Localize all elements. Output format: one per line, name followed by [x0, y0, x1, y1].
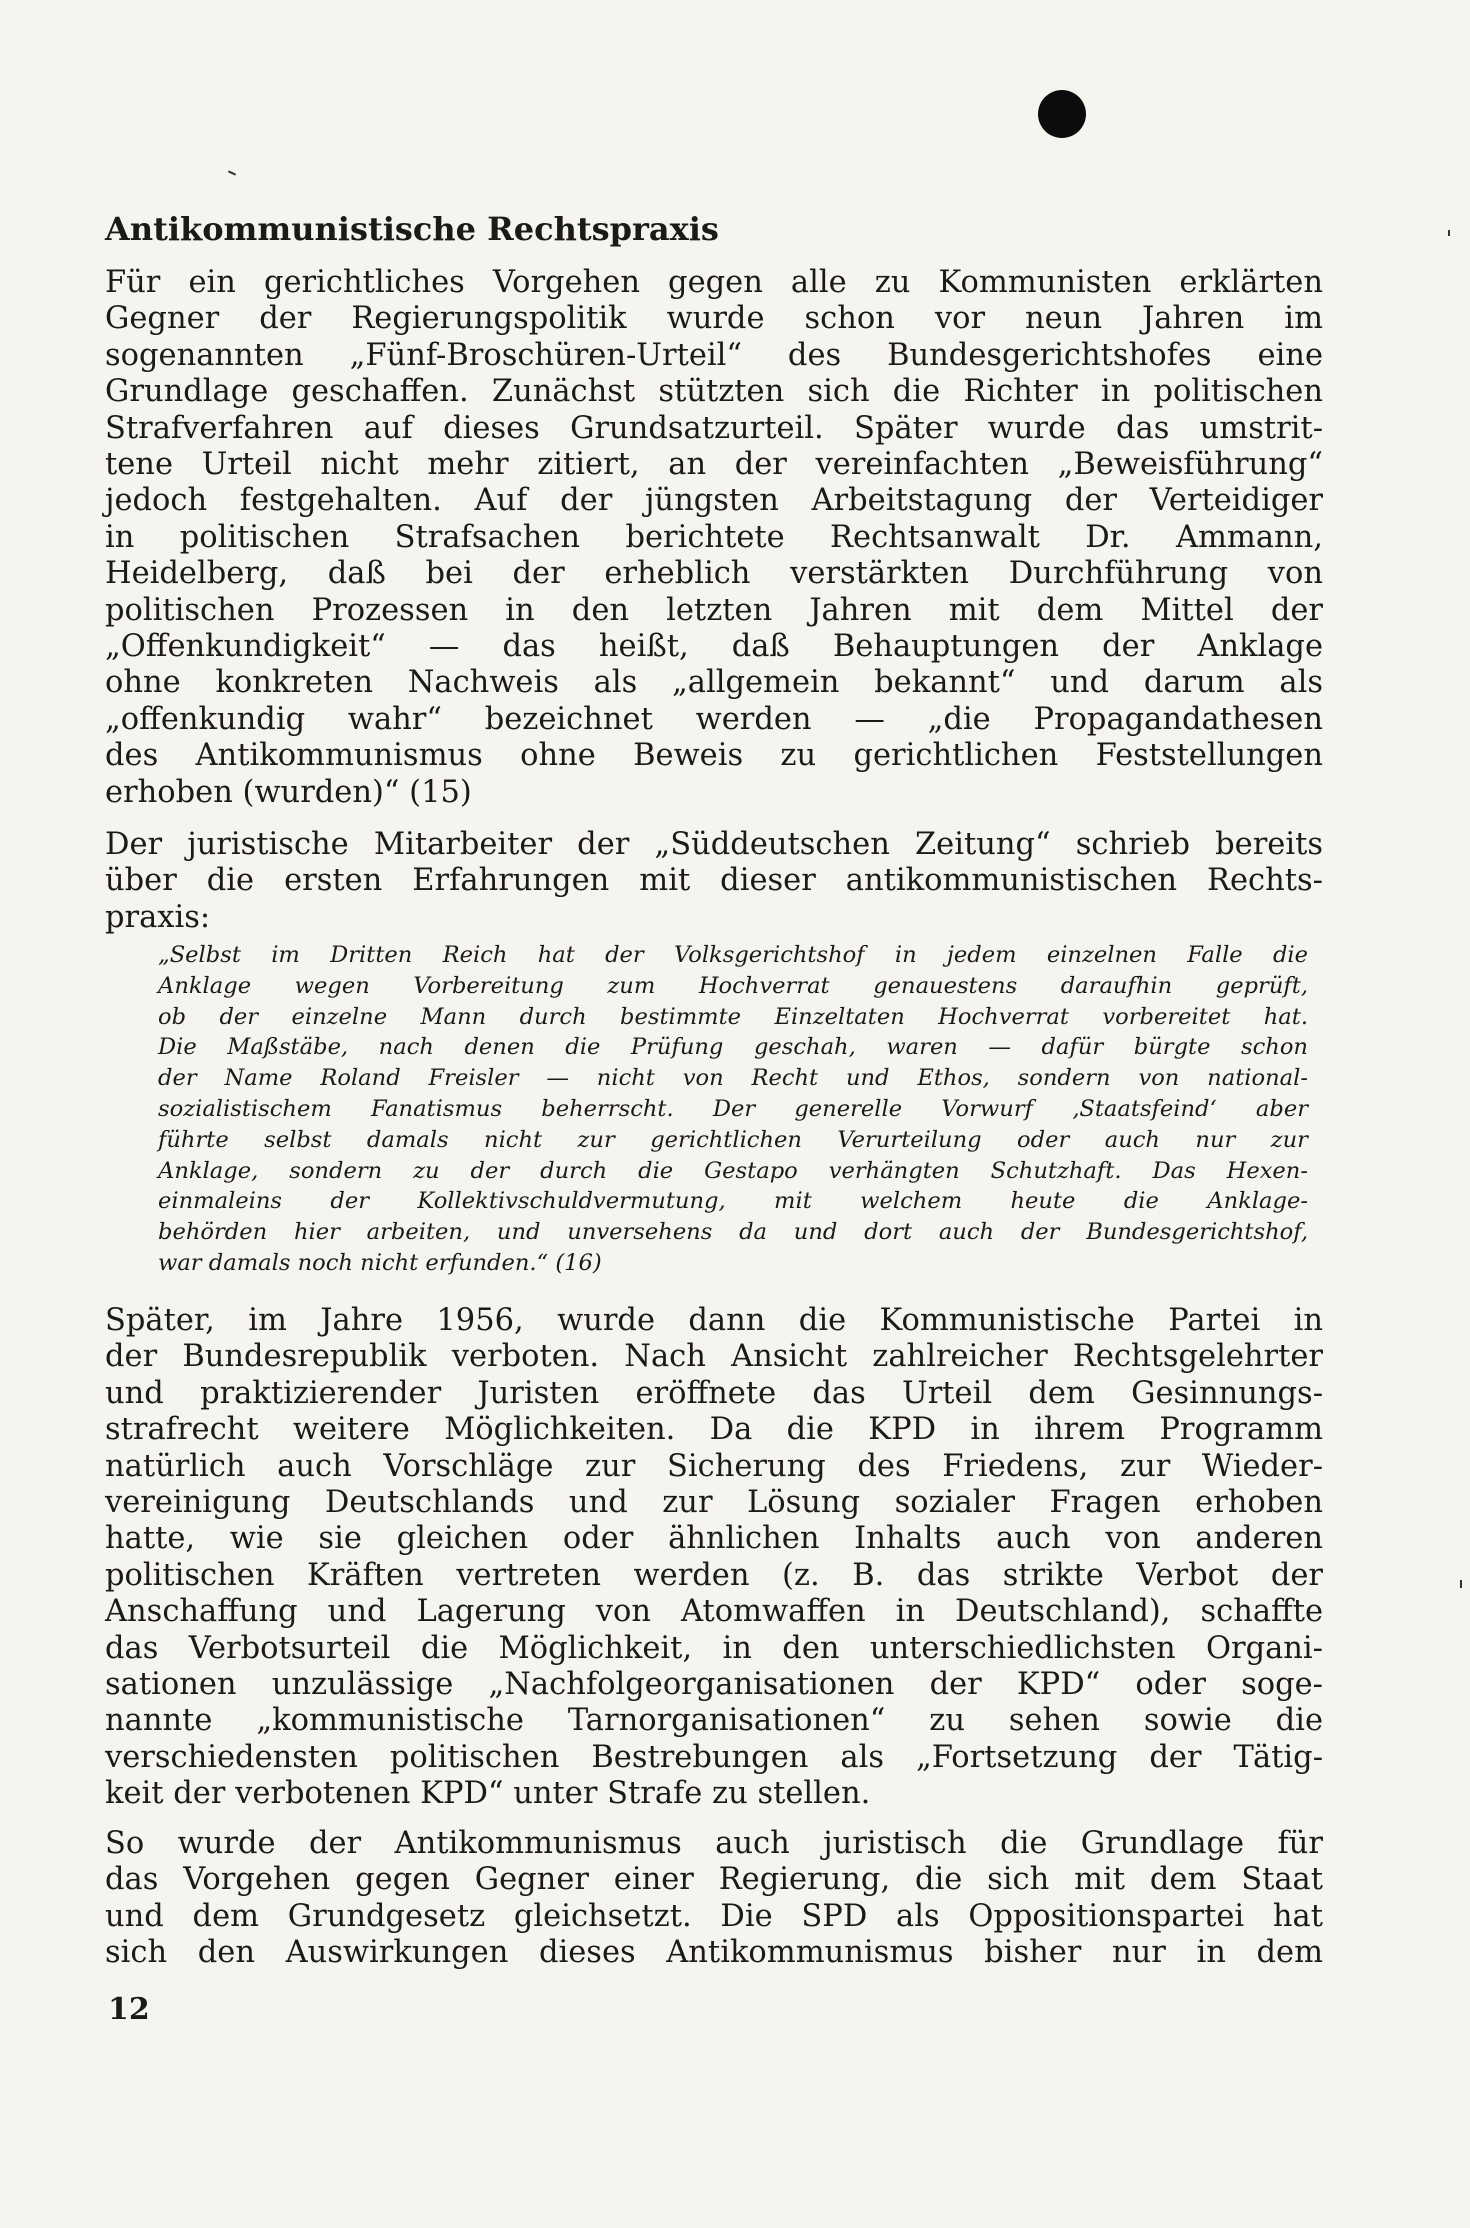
text-line: nannte „kommunistische Tarnorganisationen“ zu sehen sowie die — [105, 1703, 1323, 1739]
text-line: strafrecht weitere Möglichkeiten. Da die KPD in ihrem Programm — [105, 1412, 1323, 1448]
block-quote — [158, 940, 1308, 1279]
text-line: des Antikommunismus ohne Beweis zu gerichtlichen Feststellungen — [105, 738, 1323, 774]
text-line: „Offenkundigkeit“ — das heißt, daß Behauptungen der Anklage — [105, 629, 1323, 665]
text-line: Anschaffung und Lagerung von Atomwaffen in Deutschland), schaffte — [105, 1594, 1323, 1630]
text-line: praxis: — [105, 899, 211, 935]
text-line: über die ersten Erfahrungen mit dieser antikommunistischen Rechts- — [105, 863, 1323, 899]
paragraph-2 — [105, 827, 1323, 936]
text-line: Heidelberg, daß bei der erheblich verstärkten Durchführung von — [105, 556, 1323, 592]
scan-speck — [228, 170, 236, 175]
text-line: vereinigung Deutschlands und zur Lösung sozialer Fragen erhoben — [105, 1485, 1323, 1521]
text-line: politischen Kräften vertreten werden (z. B. das strikte Verbot der — [105, 1557, 1323, 1593]
text-line: sich den Auswirkungen dieses Antikommunismus bisher nur in dem — [105, 1935, 1323, 1971]
paragraph-1 — [105, 265, 1323, 811]
punch-hole — [1038, 90, 1086, 138]
text-line: einmaleins der Kollektivschuldvermutung, mit welchem heute die Anklage- — [158, 1188, 1308, 1215]
text-line: war damals noch nicht erfunden.“ (16) — [158, 1249, 602, 1276]
text-line: Anklage wegen Vorbereitung zum Hochverrat genauestens daraufhin geprüft, — [158, 972, 1308, 999]
page-number: 12 — [108, 1992, 150, 2027]
text-line: das Verbotsurteil die Möglichkeit, in den unterschiedlichsten Organi- — [105, 1630, 1323, 1666]
text-line: Grundlage geschaffen. Zunächst stützten sich die Richter in politischen — [105, 374, 1323, 410]
text-line: erhoben (wurden)“ (15) — [105, 774, 472, 810]
text-line: „offenkundig wahr“ bezeichnet werden — „die Propagandathesen — [105, 701, 1323, 737]
text-line: „Selbst im Dritten Reich hat der Volksgerichtshof in jedem einzelnen Falle die — [158, 942, 1308, 968]
text-line: verschiedensten politischen Bestrebungen als „Fortsetzung der Tätig- — [105, 1739, 1323, 1775]
text-line: ohne konkreten Nachweis als „allgemein bekannt“ und darum als — [105, 665, 1323, 701]
text-line: sozialistischem Fanatismus beherrscht. Der generelle Vorwurf ‚Staatsfeind‘ aber — [158, 1095, 1308, 1122]
text-line: führte selbst damals nicht zur gerichtlichen Verurteilung oder auch nur zur — [158, 1126, 1308, 1153]
text-line: keit der verbotenen KPD“ unter Strafe zu stellen. — [105, 1776, 871, 1812]
text-line: So wurde der Antikommunismus auch juristisch die Grundlage für — [105, 1826, 1323, 1861]
text-line: und praktizierender Juristen eröffnete das Urteil dem Gesinnungs- — [105, 1375, 1323, 1411]
text-line: in politischen Strafsachen berichtete Rechtsanwalt Dr. Ammann, — [105, 519, 1323, 555]
text-line: behörden hier arbeiten, und unversehens da und dort auch der Bundesgerichtshof, — [158, 1219, 1308, 1246]
text-line: Die Maßstäbe, nach denen die Prüfung geschah, waren — dafür bürgte schon — [158, 1034, 1308, 1061]
text-line: sogenannten „Fünf-Broschüren-Urteil“ des Bundesgerichtshofes eine — [105, 337, 1323, 373]
text-line: Strafverfahren auf dieses Grundsatzurteil. Später wurde das umstrit- — [105, 410, 1323, 446]
text-line: Später, im Jahre 1956, wurde dann die Kommunistische Partei in — [105, 1303, 1323, 1338]
paragraph-3 — [105, 1303, 1323, 1813]
text-line: ob der einzelne Mann durch bestimmte Einzeltaten Hochverrat vorbereitet hat. — [158, 1003, 1308, 1030]
text-line: politischen Prozessen in den letzten Jahren mit dem Mittel der — [105, 592, 1323, 628]
text-line: tene Urteil nicht mehr zitiert, an der vereinfachten „Beweisführung“ — [105, 447, 1323, 483]
text-line: Anklage, sondern zu der durch die Gestapo verhängten Schutzhaft. Das Hexen- — [158, 1157, 1308, 1184]
text-line: natürlich auch Vorschläge zur Sicherung des Friedens, zur Wieder- — [105, 1448, 1323, 1484]
scan-speck — [1448, 230, 1450, 236]
scan-speck — [1460, 1580, 1462, 1588]
section-heading: Antikommunistische Rechtspraxis — [105, 210, 719, 248]
text-line: der Name Roland Freisler — nicht von Recht und Ethos, sondern von national- — [158, 1065, 1308, 1092]
text-line: hatte, wie sie gleichen oder ähnlichen Inhalts auch von anderen — [105, 1521, 1323, 1557]
text-line: Für ein gerichtliches Vorgehen gegen alle zu Kommunisten erklärten — [105, 265, 1323, 300]
text-line: Der juristische Mitarbeiter der „Süddeutschen Zeitung“ schrieb bereits — [105, 827, 1323, 862]
text-line: Gegner der Regierungspolitik wurde schon vor neun Jahren im — [105, 301, 1323, 337]
text-line: sationen unzulässige „Nachfolgeorganisationen der KPD“ oder soge- — [105, 1667, 1323, 1703]
text-line: der Bundesrepublik verboten. Nach Ansicht zahlreicher Rechtsgelehrter — [105, 1339, 1323, 1375]
text-line: das Vorgehen gegen Gegner einer Regierung, die sich mit dem Staat — [105, 1862, 1323, 1898]
text-line: und dem Grundgesetz gleichsetzt. Die SPD als Oppositionspartei hat — [105, 1898, 1323, 1934]
paragraph-4 — [105, 1826, 1323, 1972]
text-line: jedoch festgehalten. Auf der jüngsten Arbeitstagung der Verteidiger — [105, 483, 1323, 519]
